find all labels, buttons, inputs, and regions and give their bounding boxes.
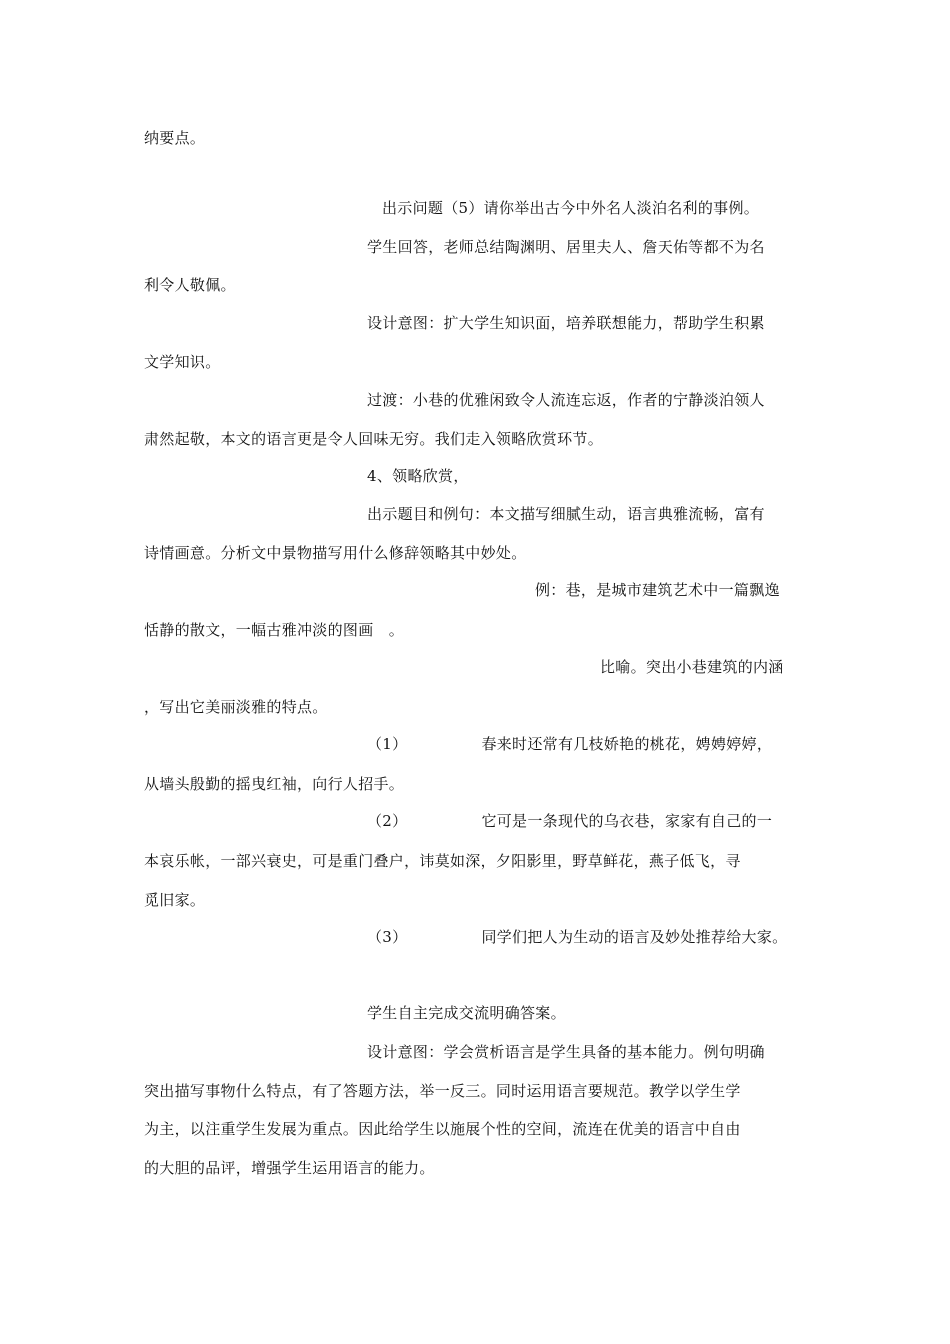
paragraph-line: 出示问题（5）请你举出古今中外名人淡泊名利的事例。 xyxy=(382,199,760,217)
paragraph-line: 为主，以注重学生发展为重点。因此给学生以施展个性的空间，流连在优美的语言中自由 xyxy=(144,1120,741,1138)
item-number: （3） xyxy=(367,928,408,946)
numbered-item xyxy=(367,734,772,754)
numbered-item xyxy=(367,927,787,947)
paragraph-line: ，写出它美丽淡雅的特点。 xyxy=(144,698,328,716)
paragraph-line: 比喻。突出小巷建筑的内涵 xyxy=(600,658,784,676)
item-number: （2） xyxy=(367,812,408,830)
paragraph-line: 觅旧家。 xyxy=(144,891,206,909)
paragraph-line: 过渡：小巷的优雅闲致令人流连忘返，作者的宁静淡泊领人 xyxy=(367,391,765,409)
paragraph-line: 突出描写事物什么特点，有了答题方法，举一反三。同时运用语言要规范。教学以学生学 xyxy=(144,1082,741,1100)
paragraph-line: 肃然起敬，本文的语言更是令人回味无穷。我们走入领略欣赏环节。 xyxy=(144,430,604,448)
section-heading: 4、领略欣赏， xyxy=(367,467,469,485)
item-text: 同学们把人为生动的语言及妙处推荐给大家。 xyxy=(481,928,788,946)
paragraph-line: 诗情画意。分析文中景物描写用什么修辞领略其中妙处。 xyxy=(144,544,527,562)
paragraph-line: 文学知识。 xyxy=(144,353,221,371)
paragraph-line: 设计意图：扩大学生知识面，培养联想能力，帮助学生积累 xyxy=(367,314,765,332)
numbered-item xyxy=(367,811,772,831)
paragraph-line: 学生回答，老师总结陶渊明、居里夫人、詹天佑等都不为名 xyxy=(367,238,765,256)
item-text: 它可是一条现代的乌衣巷，家家有自己的一 xyxy=(481,812,773,830)
paragraph-line: 从墙头殷勤的摇曳红袖，向行人招手。 xyxy=(144,775,405,793)
paragraph-line: 本哀乐帐，一部兴衰史，可是重门叠户，讳莫如深，夕阳影里，野草鲜花，燕子低飞，寻 xyxy=(144,852,741,870)
paragraph-line: 纳要点。 xyxy=(144,129,206,147)
paragraph-line: 出示题目和例句：本文描写细腻生动，语言典雅流畅，富有 xyxy=(367,505,765,523)
paragraph-line: 利令人敬佩。 xyxy=(144,276,236,294)
paragraph-line: 设计意图：学会赏析语言是学生具备的基本能力。例句明确 xyxy=(367,1043,765,1061)
item-text: 春来时还常有几枝娇艳的桃花，娉娉婷婷， xyxy=(481,735,773,753)
paragraph-line: 的大胆的品评，增强学生运用语言的能力。 xyxy=(144,1159,435,1177)
item-number: （1） xyxy=(367,735,408,753)
paragraph-line: 恬静的散文，一幅古雅冲淡的图画 。 xyxy=(144,621,405,639)
paragraph-line: 例：巷，是城市建筑艺术中一篇飘逸 xyxy=(535,581,780,599)
paragraph-line: 学生自主完成交流明确答案。 xyxy=(367,1004,566,1022)
